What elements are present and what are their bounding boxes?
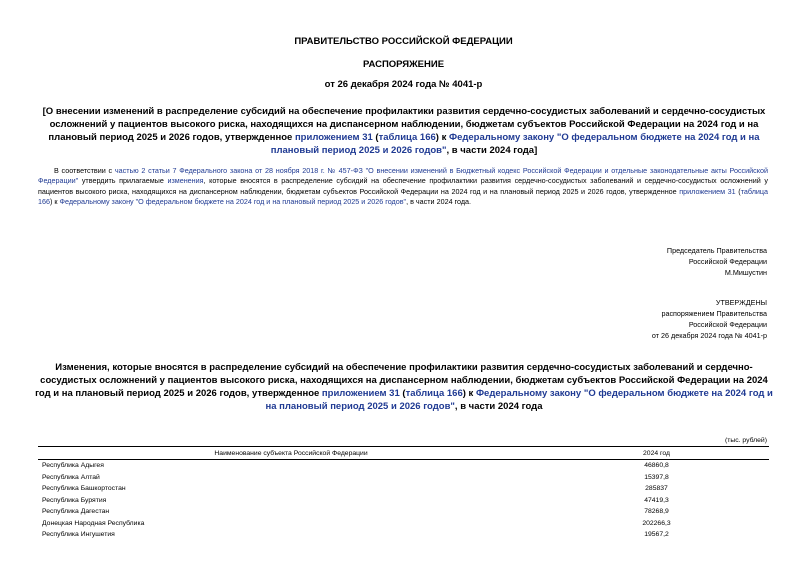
- region-cell: Республика Алтай: [42, 473, 100, 481]
- signature-position: Российской Федерации: [688, 257, 767, 266]
- paragraph-text: , которые вносятся в распределение субсидий на обеспечение профилактики развития сердечно-сосудистых заболеваний и сердечно-сосудистых осложнений у пациентов высокого риска, находящихся на диспансерном наблюдении, бюджетам субъектов Российской Федерации на 2024 год и на плановый период 2025 и 2026 годов, утвержденное: [38, 176, 768, 196]
- amount-cell: 78268,9: [644, 508, 669, 516]
- column-header-year: 2024 год: [544, 447, 769, 460]
- title-text: Изменения, которые вносятся в распределение субсидий на обеспечение профилактики развития сердечно-сосудистых заболеваний и сердечно-сосудистых осложнений у пациентов высокого риска, находящихся на диспансерном наблюдении, бюджетам субъектов Российской Федерации на 2024 год и на плановый период 2025 и 2026 годов, утвержденное: [35, 362, 768, 399]
- paragraph-text: ) к: [50, 196, 60, 206]
- table-row: [38, 460, 769, 472]
- paragraph-text: (: [735, 186, 741, 196]
- appendix-link[interactable]: приложением 31: [321, 388, 400, 399]
- table-link[interactable]: таблица 166: [378, 132, 436, 143]
- federal-law-link[interactable]: Федеральному закону "О федеральном бюджете на 2024 год и на плановый период 2025 и 2026 годов": [59, 196, 407, 206]
- table-header-row: [38, 447, 769, 460]
- government-heading: ПРАВИТЕЛЬСТВО РОССИЙСКОЙ ФЕДЕРАЦИИ: [294, 36, 513, 47]
- region-cell: Республика Адыгея: [42, 462, 104, 470]
- appendix-link[interactable]: приложением 31: [679, 186, 736, 196]
- document-type: РАСПОРЯЖЕНИЕ: [362, 59, 445, 70]
- changes-title: [34, 361, 774, 413]
- title-text: [О внесении изменений в распределение субсидий на обеспечение профилактики развития сердечно-сосудистых заболеваний и сердечно-сосудистых осложнений у пациентов высокого риска, находящихся на диспансерном наблюдении, бюджетам субъектов Российской Федерации на 2024 год и на плановый период 2025 и 2026 годов, утвержденное: [42, 106, 766, 143]
- region-cell: Донецкая Народная Республика: [42, 519, 145, 527]
- amount-cell: 202266,3: [642, 519, 671, 527]
- approval-line: Российской Федерации: [688, 320, 767, 329]
- approval-date: от 26 декабря 2024 года № 4041-р: [651, 331, 767, 340]
- table-link[interactable]: таблица 166: [38, 186, 769, 206]
- paragraph-text: В соответствии с: [54, 166, 115, 175]
- document-title: [34, 105, 774, 157]
- table-row: [38, 472, 769, 484]
- amount-cell: 19567,2: [644, 531, 669, 539]
- table-row: [38, 529, 769, 541]
- signature-block: [667, 245, 767, 278]
- table-row: [38, 506, 769, 518]
- title-text: , в части 2024 года: [454, 401, 543, 412]
- table-row: [38, 495, 769, 507]
- column-header-region: Наименование субъекта Российской Федерации: [38, 447, 544, 460]
- region-cell: Республика Башкортостан: [42, 485, 126, 493]
- table-row: [38, 518, 769, 530]
- title-text: (: [372, 132, 379, 143]
- region-cell: Республика Бурятия: [42, 496, 107, 504]
- changes-link[interactable]: изменения: [167, 176, 204, 186]
- title-text: , в части 2024 года]: [446, 145, 538, 156]
- appendix-link[interactable]: приложением 31: [294, 132, 373, 143]
- subsidy-table: [38, 446, 769, 541]
- signature-name: М.Мишустин: [724, 268, 767, 277]
- table-units: (тыс. рублей): [724, 437, 767, 444]
- amount-cell: 46860,8: [644, 462, 669, 470]
- law-457-link[interactable]: частью 2 статьи 7 Федерального закона от 28 ноября 2018 г. № 457-ФЗ "О внесении изменений в Бюджетный кодекс Российской Федерации и отдельные законодательные акты Российской Федерации": [38, 166, 768, 186]
- amount-cell: 15397,8: [644, 473, 669, 481]
- region-cell: Республика Ингушетия: [42, 531, 115, 539]
- paragraph-text: , в части 2024 года.: [406, 196, 472, 206]
- signature-position: Председатель Правительства: [666, 246, 767, 255]
- approval-line: распоряжением Правительства: [661, 309, 767, 318]
- order-paragraph: [38, 166, 768, 207]
- table-row: [38, 483, 769, 495]
- amount-cell: 285837: [645, 485, 668, 493]
- federal-law-link[interactable]: Федеральному закону "О федеральном бюджете на 2024 год и на плановый период 2025 и 2026 годов": [265, 388, 773, 412]
- approval-heading: УТВЕРЖДЕНЫ: [715, 298, 767, 307]
- paragraph-text: утвердить прилагаемые: [78, 176, 168, 186]
- table-link[interactable]: таблица 166: [405, 388, 463, 399]
- approval-block: [652, 297, 767, 341]
- amount-cell: 47419,3: [644, 496, 669, 504]
- federal-law-link[interactable]: Федеральному закону "О федеральном бюджете на 2024 год и на плановый период 2025 и 2026 годов": [270, 132, 760, 156]
- title-text: (: [399, 388, 406, 399]
- region-cell: Республика Дагестан: [42, 508, 110, 516]
- document-date: от 26 декабря 2024 года № 4041-р: [324, 79, 483, 90]
- title-text: ) к: [462, 388, 476, 399]
- title-text: ) к: [435, 132, 449, 143]
